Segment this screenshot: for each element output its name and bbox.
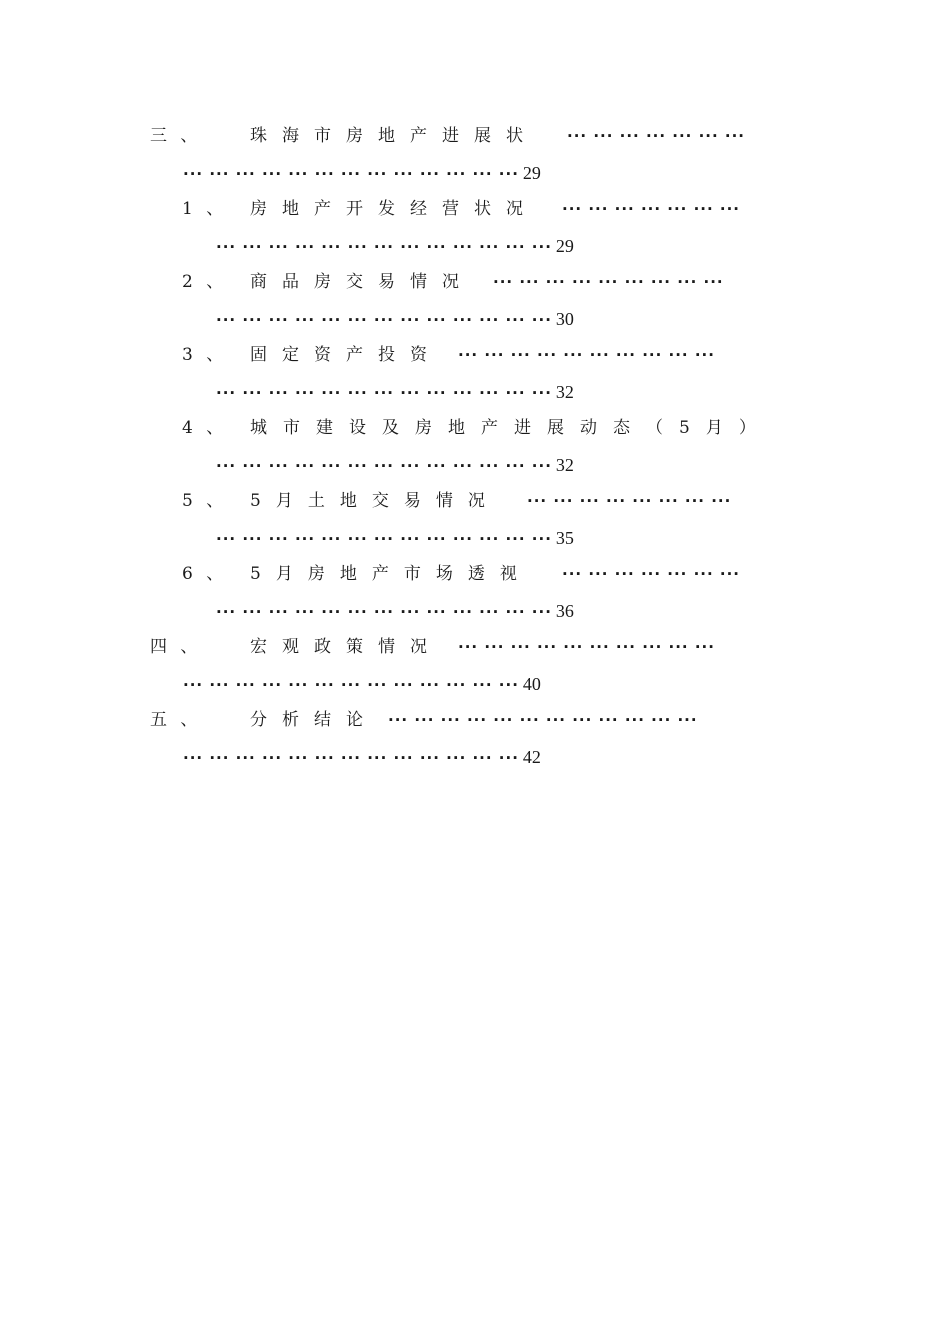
toc-dot-leader: ··· ··· ··· ··· ··· ··· ··· — [562, 200, 740, 218]
toc-entry-title: 珠海市房地产进展状 — [250, 126, 538, 146]
toc-continuation — [216, 307, 574, 332]
toc-dot-leader: ··· ··· ··· ··· ··· ··· ··· ··· ··· ··· ··· ··· ··· — [183, 676, 519, 694]
toc-page-number: 36 — [555, 601, 574, 621]
toc-dot-leader: ··· ··· ··· ··· ··· ··· ··· ··· ··· ··· ··· ··· ··· — [183, 749, 519, 767]
toc-entry-number: 2 、 — [182, 272, 228, 292]
toc-continuation — [183, 745, 541, 770]
toc-dot-leader: ··· ··· ··· ··· ··· ··· ··· ··· ··· ··· ··· ··· ··· — [183, 165, 519, 183]
toc-page-number: 40 — [522, 674, 541, 694]
toc-page-number: 42 — [522, 747, 541, 767]
toc-page-number: 29 — [522, 163, 541, 183]
toc-entry-title: 5月房地产市场透视 — [250, 564, 532, 584]
toc-dot-leader: ··· ··· ··· ··· ··· ··· ··· ··· ··· ··· ··· ··· ··· — [216, 457, 552, 475]
toc-entry-title: 商品房交易情况 — [250, 272, 474, 292]
toc-entry-3-1[interactable] — [0, 197, 950, 270]
toc-continuation — [216, 599, 574, 624]
toc-page-number: 30 — [555, 309, 574, 329]
toc-entry-number: 4 、 — [182, 418, 228, 438]
toc-entry-title: 宏观政策情况 — [250, 637, 442, 657]
toc-dot-leader: ··· ··· ··· ··· ··· ··· ··· — [567, 127, 745, 145]
toc-entry-number: 三 、 — [150, 126, 202, 146]
toc-dot-leader: ··· ··· ··· ··· ··· ··· ··· ··· ··· ··· — [458, 346, 715, 364]
toc-dot-leader: ··· ··· ··· ··· ··· ··· ··· ··· — [527, 492, 732, 510]
toc-dot-leader: ··· ··· ··· ··· ··· ··· ··· ··· ··· ··· ··· ··· ··· — [216, 384, 552, 402]
toc-entry-3-6[interactable] — [0, 562, 950, 635]
toc-entry-number: 1 、 — [182, 199, 228, 219]
toc-entry-title: 固定资产投资 — [250, 345, 442, 365]
toc-entry-number: 3 、 — [182, 345, 228, 365]
toc-entry-title: 分析结论 — [250, 710, 378, 730]
toc-continuation — [183, 161, 541, 186]
toc-entry-title: 房地产开发经营状况 — [250, 199, 538, 219]
toc-dot-leader: ··· ··· ··· ··· ··· ··· ··· ··· ··· ··· ··· ··· ··· — [216, 603, 552, 621]
toc-dot-leader: ··· ··· ··· ··· ··· ··· ··· ··· ··· — [493, 273, 724, 291]
toc-entry-4[interactable] — [0, 635, 950, 708]
toc-dot-leader: ··· ··· ··· ··· ··· ··· ··· ··· ··· ··· ··· ··· — [388, 711, 698, 729]
toc-entry-number: 四 、 — [150, 637, 202, 657]
toc-entry-3-3[interactable] — [0, 343, 950, 416]
toc-entry-number: 6 、 — [182, 564, 228, 584]
toc-continuation — [183, 672, 541, 697]
toc-page-number: 35 — [555, 528, 574, 548]
toc-entry-title: 城市建设及房地产进展动态（5月） — [250, 418, 772, 438]
toc-dot-leader: ··· ··· ··· ··· ··· ··· ··· ··· ··· ··· ··· ··· ··· — [216, 311, 552, 329]
toc-entry-3[interactable] — [0, 124, 950, 197]
toc-page-number: 29 — [555, 236, 574, 256]
toc-dot-leader: ··· ··· ··· ··· ··· ··· ··· ··· ··· ··· — [458, 638, 715, 656]
toc-entry-number: 五 、 — [150, 710, 202, 730]
toc-page-number: 32 — [555, 455, 574, 475]
toc-entry-3-2[interactable] — [0, 270, 950, 343]
toc-entry-title: 5月土地交易情况 — [250, 491, 500, 511]
toc-entry-number: 5 、 — [182, 491, 228, 511]
toc-entry-5[interactable] — [0, 708, 950, 781]
toc-dot-leader: ··· ··· ··· ··· ··· ··· ··· — [562, 565, 740, 583]
toc-page-number: 32 — [555, 382, 574, 402]
toc-continuation — [216, 453, 574, 478]
toc-entry-3-5[interactable] — [0, 489, 950, 562]
toc-continuation — [216, 380, 574, 405]
toc-continuation — [216, 234, 574, 259]
toc-dot-leader: ··· ··· ··· ··· ··· ··· ··· ··· ··· ··· ··· ··· ··· — [216, 530, 552, 548]
toc-entry-3-4[interactable] — [0, 416, 950, 489]
toc-dot-leader: ··· ··· ··· ··· ··· ··· ··· ··· ··· ··· ··· ··· ··· — [216, 238, 552, 256]
toc-continuation — [216, 526, 574, 551]
